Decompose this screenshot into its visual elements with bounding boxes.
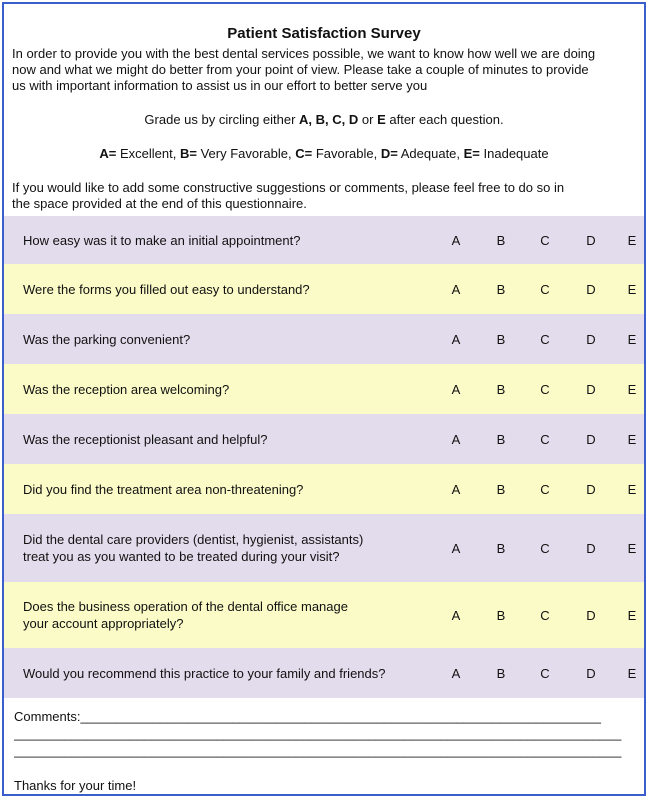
grade-letters: A, B, C, D xyxy=(299,112,359,127)
legend-letter-c: C= xyxy=(295,146,313,161)
rating-option-e[interactable]: E xyxy=(627,431,637,447)
question-text: Was the parking convenient? xyxy=(23,331,191,347)
rating-option-d[interactable]: D xyxy=(586,281,596,297)
rating-option-e[interactable]: E xyxy=(627,665,637,681)
question-text: Did you find the treatment area non-threatening? xyxy=(23,481,304,497)
rating-option-b[interactable]: B xyxy=(496,381,506,397)
survey-page xyxy=(2,2,646,796)
grade-suffix: after each question. xyxy=(385,112,504,127)
rating-option-d[interactable]: D xyxy=(586,381,596,397)
rating-option-e[interactable]: E xyxy=(627,481,637,497)
grade-legend xyxy=(4,146,644,162)
rating-option-b[interactable]: B xyxy=(496,540,506,556)
question-row xyxy=(4,364,644,414)
rating-option-c[interactable]: C xyxy=(540,481,550,497)
rating-option-e[interactable]: E xyxy=(627,331,637,347)
rating-option-a[interactable]: A xyxy=(451,540,461,556)
grade-middle: or xyxy=(358,112,378,127)
rating-option-a[interactable]: A xyxy=(451,381,461,397)
comments-line: ____________________________________________________________________________________ xyxy=(14,743,622,758)
question-row xyxy=(4,314,644,364)
question-text: Was the reception area welcoming? xyxy=(23,381,230,397)
legend-letter-b: B= xyxy=(179,146,197,161)
rating-option-a[interactable]: A xyxy=(451,607,461,623)
rating-option-c[interactable]: C xyxy=(540,540,550,556)
rating-option-d[interactable]: D xyxy=(586,540,596,556)
rating-option-a[interactable]: A xyxy=(451,665,461,681)
rating-option-a[interactable]: A xyxy=(451,232,461,248)
legend-meaning-d: Adequate, xyxy=(397,146,464,161)
rating-option-e[interactable]: E xyxy=(627,232,637,248)
rating-option-a[interactable]: A xyxy=(451,431,461,447)
rating-option-d[interactable]: D xyxy=(586,331,596,347)
rating-option-c[interactable]: C xyxy=(540,381,550,397)
question-row xyxy=(4,514,644,582)
question-row xyxy=(4,264,644,314)
rating-option-d[interactable]: D xyxy=(586,431,596,447)
rating-option-b[interactable]: B xyxy=(496,431,506,447)
question-row xyxy=(4,464,644,514)
rating-option-c[interactable]: C xyxy=(540,665,550,681)
survey-title: Patient Satisfaction Survey xyxy=(227,25,421,42)
comments-label: Comments: xyxy=(14,709,81,724)
legend-meaning-e: Inadequate xyxy=(479,146,549,161)
legend-meaning-b: Very Favorable, xyxy=(196,146,296,161)
rating-option-b[interactable]: B xyxy=(496,232,506,248)
rating-option-e[interactable]: E xyxy=(627,281,637,297)
rating-option-c[interactable]: C xyxy=(540,607,550,623)
rating-option-d[interactable]: D xyxy=(586,607,596,623)
rating-option-b[interactable]: B xyxy=(496,331,506,347)
rating-option-d[interactable]: D xyxy=(586,481,596,497)
suggestion-note: If you would like to add some constructive suggestions or comments, please feel free to do so in the space provided at the end of this questionnaire. xyxy=(12,180,565,211)
grade-instruction xyxy=(4,112,644,128)
legend-meaning-a: Excellent, xyxy=(116,146,180,161)
intro-paragraph: In order to provide you with the best dental services possible, we want to know how well we are doing now and what we might do better from your point of view. Please take a couple of minutes to provide us with important information to assist us in our effort to better serve you xyxy=(12,46,596,93)
rating-option-e[interactable]: E xyxy=(627,381,637,397)
rating-option-c[interactable]: C xyxy=(540,281,550,297)
question-text: How easy was it to make an initial appointment? xyxy=(23,232,301,248)
rating-option-b[interactable]: B xyxy=(496,607,506,623)
rating-option-d[interactable]: D xyxy=(586,232,596,248)
rating-option-b[interactable]: B xyxy=(496,481,506,497)
rating-option-c[interactable]: C xyxy=(540,331,550,347)
rating-option-a[interactable]: A xyxy=(451,331,461,347)
rating-option-c[interactable]: C xyxy=(540,232,550,248)
legend-meaning-c: Favorable, xyxy=(312,146,381,161)
rating-option-a[interactable]: A xyxy=(451,281,461,297)
question-text: Does the business operation of the dental office manage your account appropriately? xyxy=(23,599,348,631)
rating-option-d[interactable]: D xyxy=(586,665,596,681)
comments-section[interactable] xyxy=(14,708,640,759)
thanks-text: Thanks for your time! xyxy=(14,778,137,793)
legend-letter-d: D= xyxy=(380,146,398,161)
rating-option-e[interactable]: E xyxy=(627,540,637,556)
rating-option-b[interactable]: B xyxy=(496,281,506,297)
rating-option-e[interactable]: E xyxy=(627,607,637,623)
question-text: Did the dental care providers (dentist, hygienist, assistants) treat you as you wanted to be treated during your visit? xyxy=(23,532,364,564)
rating-option-a[interactable]: A xyxy=(451,481,461,497)
question-text: Were the forms you filled out easy to understand? xyxy=(23,281,310,297)
rating-option-b[interactable]: B xyxy=(496,665,506,681)
comments-line: ________________________________________________________________________ xyxy=(80,709,602,724)
comments-line: ____________________________________________________________________________________ xyxy=(14,726,622,741)
rating-option-c[interactable]: C xyxy=(540,431,550,447)
question-row xyxy=(4,648,644,698)
grade-prefix: Grade us by circling either xyxy=(144,112,300,127)
question-row xyxy=(4,216,644,264)
grade-last-letter: E xyxy=(377,112,386,127)
question-row xyxy=(4,582,644,648)
question-text: Would you recommend this practice to your family and friends? xyxy=(23,665,386,681)
legend-letter-a: A= xyxy=(99,146,117,161)
question-text: Was the receptionist pleasant and helpful? xyxy=(23,431,268,447)
question-row xyxy=(4,414,644,464)
legend-letter-e: E= xyxy=(463,146,480,161)
